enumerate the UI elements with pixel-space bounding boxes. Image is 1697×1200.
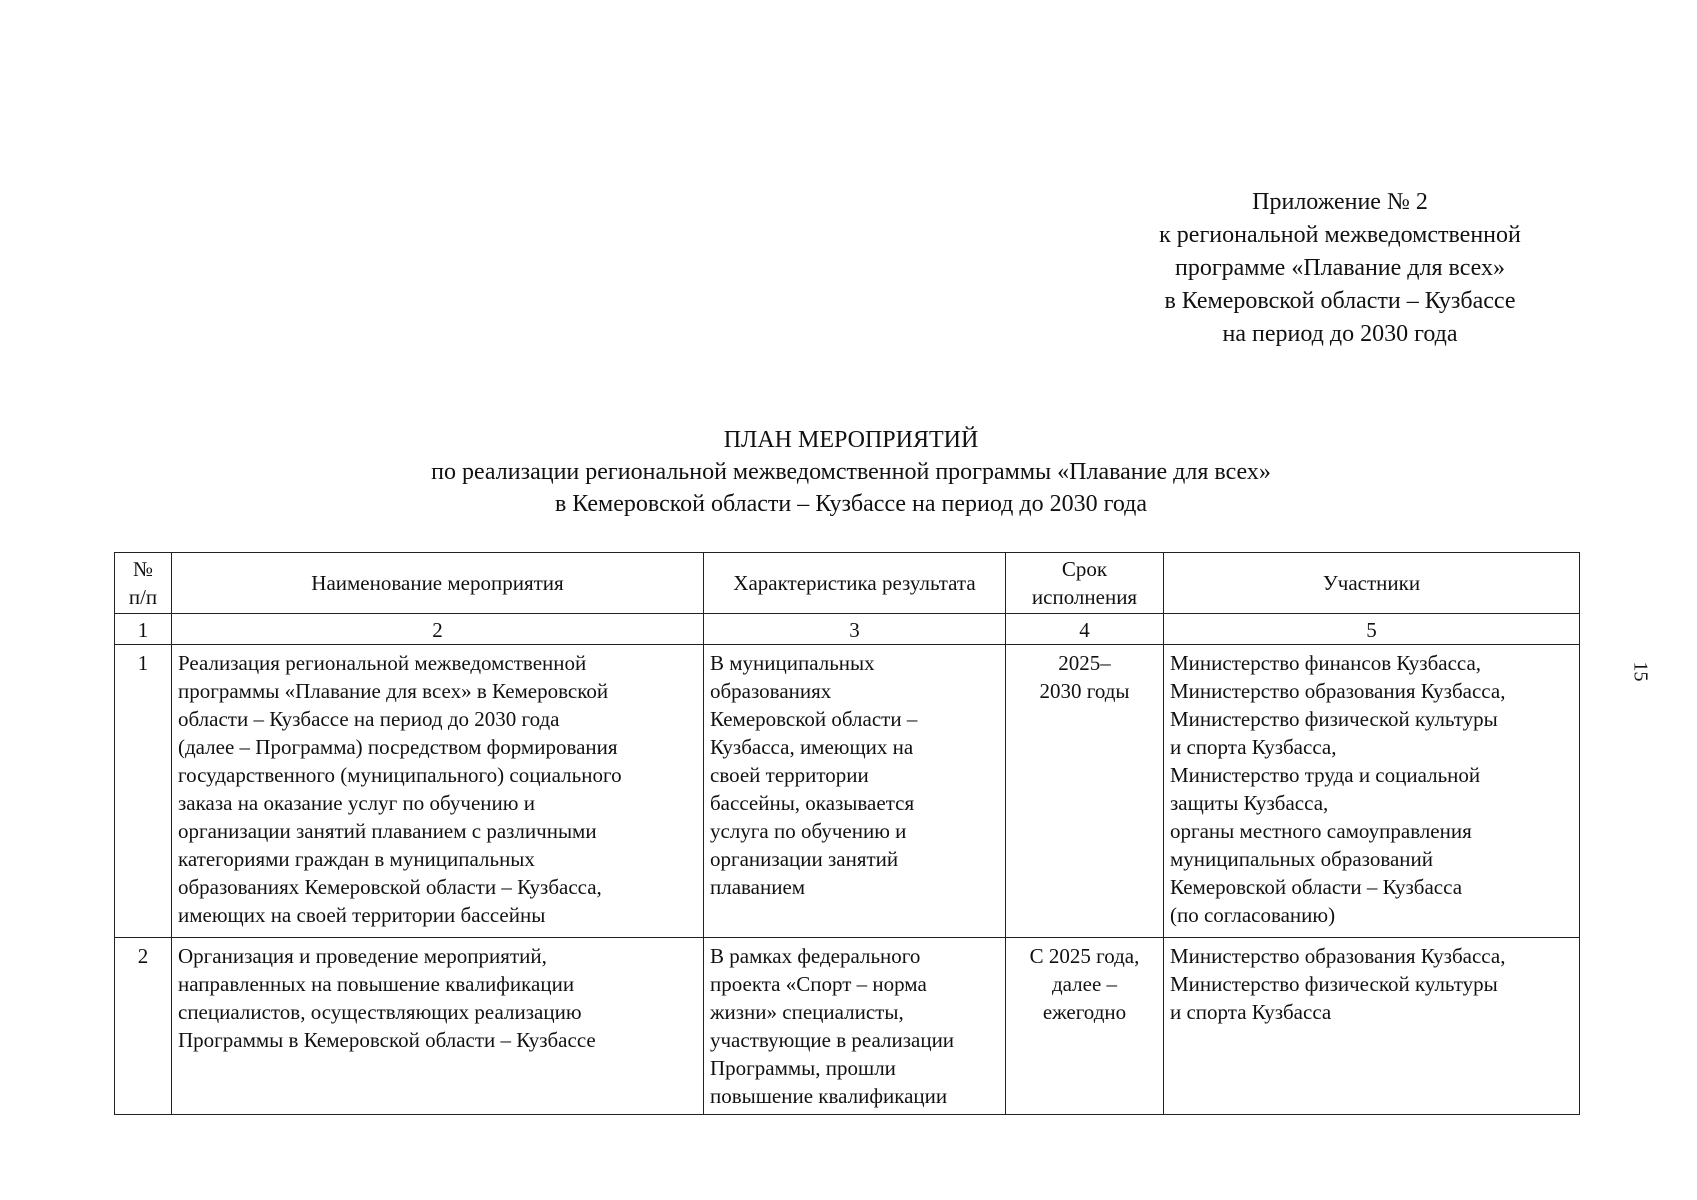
table-header-row [115, 553, 1580, 614]
cell-line: Министерство физической культуры [1170, 972, 1498, 996]
header-result: Характеристика результата [704, 553, 1006, 614]
header-name: Наименование мероприятия [172, 553, 704, 614]
cell-line: организации занятий [710, 847, 899, 871]
row-number: 2 [115, 938, 172, 1115]
activity-name-cell [172, 645, 704, 938]
cell-line: направленных на повышение квалификации [178, 972, 575, 996]
cell-line: Министерство образования Кузбасса, [1170, 679, 1506, 703]
cell-line: ежегодно [1042, 1000, 1127, 1024]
document-title [114, 424, 1588, 520]
cell-line: Кемеровской области – [710, 707, 918, 731]
cell-line: повышение квалификации [710, 1084, 948, 1108]
header-deadline-line: Срок [1061, 557, 1108, 581]
table-row [115, 938, 1580, 1115]
cell-line: (далее – Программа) посредством формирования [178, 735, 618, 759]
cell-line: Министерство образования Кузбасса, [1170, 944, 1506, 968]
appendix-line: в Кемеровской области – Кузбассе [1164, 288, 1516, 314]
title-line-3: в Кемеровской области – Кузбассе на период до 2030 года [554, 491, 1148, 517]
column-number: 3 [704, 614, 1006, 645]
cell-line: Организация и проведение мероприятий, [178, 944, 547, 968]
cell-line: Кузбасса, имеющих на [710, 735, 914, 759]
cell-line: В рамках федерального [710, 944, 921, 968]
activity-name-cell [172, 938, 704, 1115]
deadline-cell [1006, 645, 1164, 938]
result-cell [704, 938, 1006, 1115]
title-line-2: по реализации региональной межведомственной программы «Плавание для всех» [431, 459, 1271, 485]
column-number: 4 [1006, 614, 1164, 645]
appendix-line: на период до 2030 года [1222, 321, 1458, 347]
column-number-row [115, 614, 1580, 645]
cell-line: защиты Кузбасса, [1170, 791, 1329, 815]
cell-line: далее – [1051, 972, 1118, 996]
cell-line: и спорта Кузбасса [1170, 1000, 1332, 1024]
header-num-line: № [132, 557, 154, 581]
cell-line: участвующие в реализации [710, 1028, 955, 1052]
cell-line: Программы, прошли [710, 1056, 896, 1080]
header-participants: Участники [1164, 553, 1580, 614]
appendix-line: программе «Плавание для всех» [1174, 255, 1506, 281]
cell-line: области – Кузбассе на период до 2030 года [178, 707, 560, 731]
cell-line: своей территории [710, 763, 869, 787]
page-number: 15 [1629, 661, 1652, 682]
cell-line: и спорта Кузбасса, [1170, 735, 1337, 759]
result-cell [704, 645, 1006, 938]
cell-line: Министерство физической культуры [1170, 707, 1498, 731]
cell-line: С 2025 года, [1029, 944, 1140, 968]
cell-line: В муниципальных [710, 651, 875, 675]
participants-cell [1164, 938, 1580, 1115]
title-heading: ПЛАН МЕРОПРИЯТИЙ [723, 427, 979, 453]
cell-line: проекта «Спорт – норма [710, 972, 927, 996]
cell-line: (по согласованию) [1170, 903, 1336, 927]
plan-table [114, 552, 1580, 1115]
participants-cell [1164, 645, 1580, 938]
cell-line: Министерство труда и социальной [1170, 763, 1481, 787]
cell-line: категориями граждан в муниципальных [178, 847, 535, 871]
header-num-line: п/п [128, 585, 158, 609]
cell-line: 2030 годы [1039, 679, 1130, 703]
cell-line: специалистов, осуществляющих реализацию [178, 1000, 582, 1024]
cell-line: заказа на оказание услуг по обучению и [178, 791, 535, 815]
cell-line: бассейны, оказывается [710, 791, 915, 815]
column-number: 2 [172, 614, 704, 645]
header-deadline-line: исполнения [1031, 585, 1138, 609]
appendix-line: к региональной межведомственной [1159, 222, 1521, 248]
cell-line: органы местного самоуправления [1170, 819, 1472, 843]
cell-line: Реализация региональной межведомственной [178, 651, 587, 675]
cell-line: организации занятий плаванием с различными [178, 819, 597, 843]
deadline-cell [1006, 938, 1164, 1115]
header-deadline [1006, 553, 1164, 614]
table-row [115, 645, 1580, 938]
column-number: 5 [1164, 614, 1580, 645]
appendix-line: Приложение № 2 [1252, 189, 1428, 215]
cell-line: Программы в Кемеровской области – Кузбассе [178, 1028, 596, 1052]
cell-line: плаванием [710, 875, 806, 899]
cell-line: имеющих на своей территории бассейны [178, 903, 546, 927]
cell-line: Министерство финансов Кузбасса, [1170, 651, 1482, 675]
cell-line: муниципальных образований [1170, 847, 1433, 871]
cell-line: программы «Плавание для всех» в Кемеровской [178, 679, 609, 703]
row-number: 1 [115, 645, 172, 938]
cell-line: образованиях [710, 679, 832, 703]
cell-line: жизни» специалисты, [710, 1000, 904, 1024]
column-number: 1 [115, 614, 172, 645]
cell-line: Кемеровской области – Кузбасса [1170, 875, 1463, 899]
cell-line: услуга по обучению и [710, 819, 907, 843]
cell-line: 2025– [1058, 651, 1111, 675]
appendix-block [1100, 186, 1580, 351]
cell-line: образованиях Кемеровской области – Кузбасса, [178, 875, 602, 899]
header-num [115, 553, 172, 614]
cell-line: государственного (муниципального) социального [178, 763, 622, 787]
